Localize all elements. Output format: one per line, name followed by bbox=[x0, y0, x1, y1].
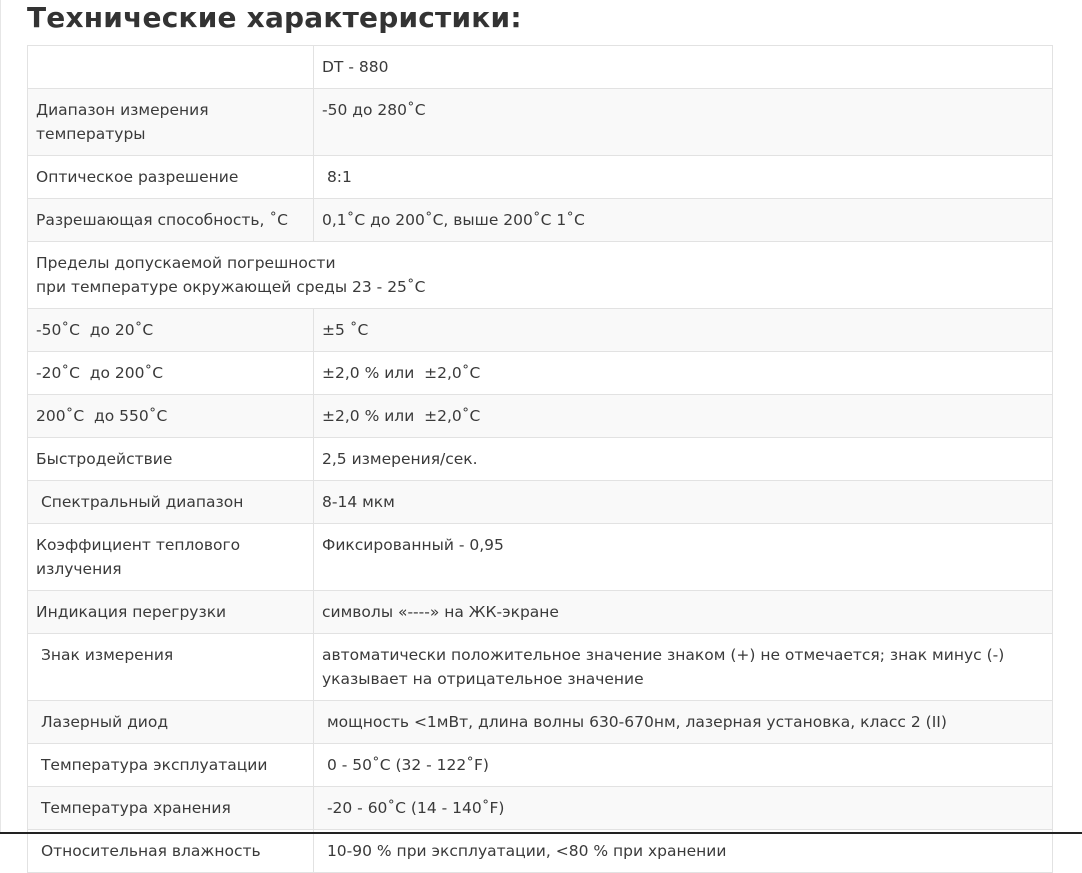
table-row-section bbox=[28, 242, 1053, 309]
table-row bbox=[28, 309, 1053, 352]
spec-label: 200˚C до 550˚C bbox=[28, 395, 314, 438]
spec-label: Температура хранения bbox=[28, 787, 314, 830]
spec-value: 0 - 50˚C (32 - 122˚F) bbox=[314, 744, 1053, 787]
spec-label bbox=[28, 46, 314, 89]
spec-label: -50˚C до 20˚C bbox=[28, 309, 314, 352]
spec-value: автоматически положительное значение знаком (+) не отмечается; знак минус (-) указывает на отрицательное значение bbox=[314, 634, 1053, 701]
table-row bbox=[28, 591, 1053, 634]
table-row bbox=[28, 481, 1053, 524]
table-row bbox=[28, 438, 1053, 481]
table-row bbox=[28, 395, 1053, 438]
spec-label: Коэффициент теплового излучения bbox=[28, 524, 314, 591]
spec-value: символы «----» на ЖК-экране bbox=[314, 591, 1053, 634]
spec-label: Разрешающая способность, ˚С bbox=[28, 199, 314, 242]
spec-value: 2,5 измерения/сек. bbox=[314, 438, 1053, 481]
spec-value: 8-14 мкм bbox=[314, 481, 1053, 524]
spec-value: 0,1˚C до 200˚C, выше 200˚C 1˚C bbox=[314, 199, 1053, 242]
spec-value: DT - 880 bbox=[314, 46, 1053, 89]
specs-table bbox=[27, 45, 1053, 873]
page-left-border bbox=[0, 0, 1, 834]
spec-label: Знак измерения bbox=[28, 634, 314, 701]
spec-value: 8:1 bbox=[314, 156, 1053, 199]
table-row bbox=[28, 634, 1053, 701]
spec-label: Лазерный диод bbox=[28, 701, 314, 744]
spec-value: -20 - 60˚C (14 - 140˚F) bbox=[314, 787, 1053, 830]
table-row bbox=[28, 524, 1053, 591]
table-row bbox=[28, 352, 1053, 395]
table-row bbox=[28, 89, 1053, 156]
spec-value: мощность <1мВт, длина волны 630-670нм, лазерная установка, класс 2 (II) bbox=[314, 701, 1053, 744]
spec-label: Диапазон измерения температуры bbox=[28, 89, 314, 156]
table-row bbox=[28, 46, 1053, 89]
spec-section-heading: Пределы допускаемой погрешности при температуре окружающей среды 23 - 25˚C bbox=[28, 242, 1053, 309]
spec-label: Быстродействие bbox=[28, 438, 314, 481]
page-title: Технические характеристики: bbox=[27, 1, 522, 34]
spec-value: ±5 ˚C bbox=[314, 309, 1053, 352]
spec-label: Индикация перегрузки bbox=[28, 591, 314, 634]
table-row bbox=[28, 830, 1053, 873]
table-row bbox=[28, 744, 1053, 787]
table-row bbox=[28, 156, 1053, 199]
spec-value: Фиксированный - 0,95 bbox=[314, 524, 1053, 591]
spec-value: 10-90 % при эксплуатации, <80 % при хранении bbox=[314, 830, 1053, 873]
spec-label: Спектральный диапазон bbox=[28, 481, 314, 524]
table-row bbox=[28, 199, 1053, 242]
spec-value: ±2,0 % или ±2,0˚C bbox=[314, 395, 1053, 438]
spec-label: Оптическое разрешение bbox=[28, 156, 314, 199]
table-row bbox=[28, 701, 1053, 744]
spec-label: -20˚C до 200˚C bbox=[28, 352, 314, 395]
spec-label: Относительная влажность bbox=[28, 830, 314, 873]
spec-value: -50 до 280˚C bbox=[314, 89, 1053, 156]
spec-value: ±2,0 % или ±2,0˚C bbox=[314, 352, 1053, 395]
spec-label: Температура эксплуатации bbox=[28, 744, 314, 787]
table-row bbox=[28, 787, 1053, 830]
